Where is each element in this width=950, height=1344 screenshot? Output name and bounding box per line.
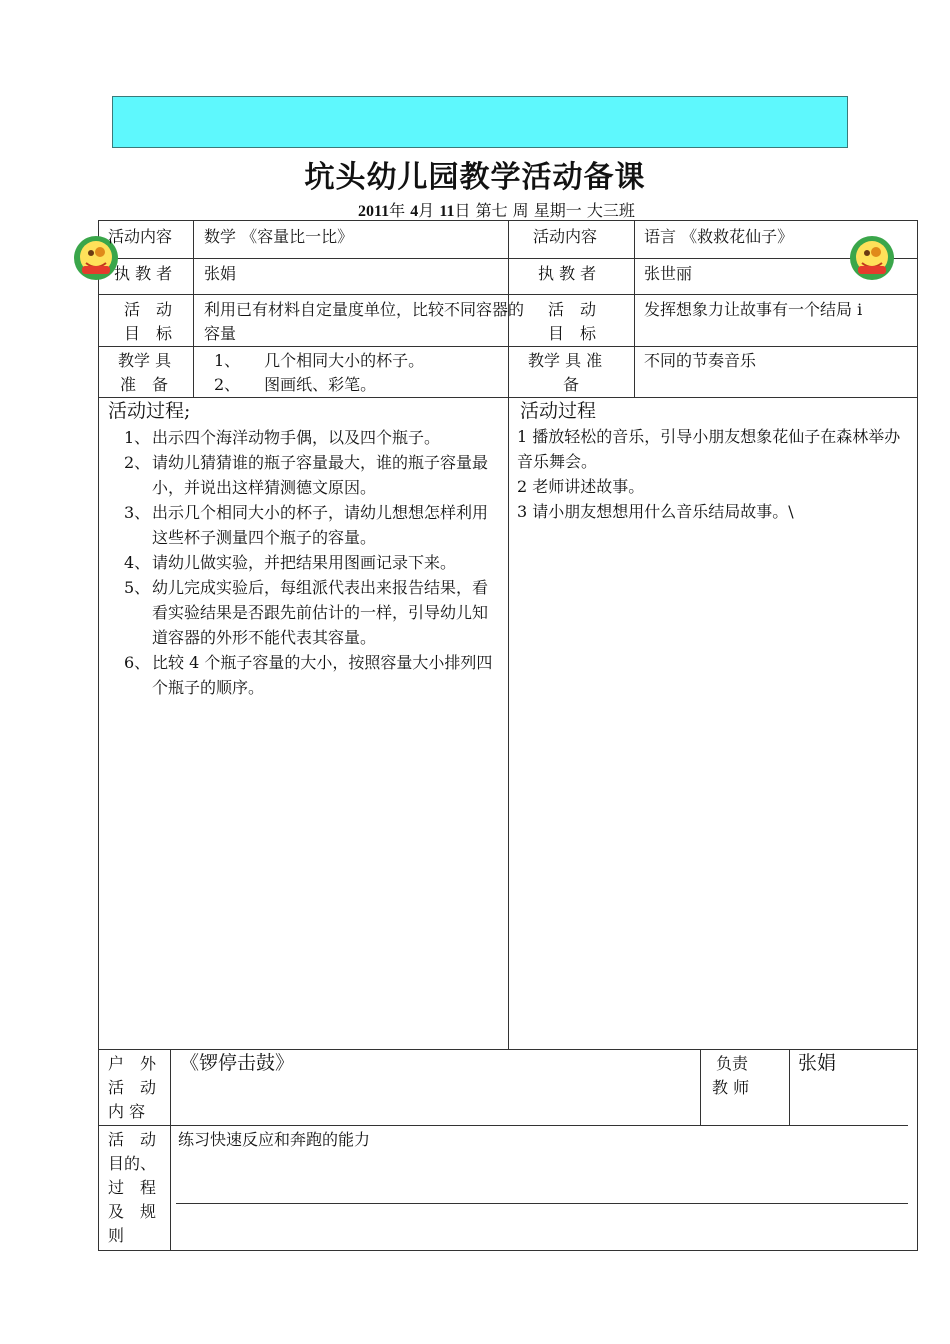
list-item: 2 老师讲述故事。 (517, 477, 645, 496)
purpose-label: 过 程 (108, 1178, 157, 1197)
date-day-label: 日 (454, 201, 471, 220)
left-prep-item: 2、 图画纸、彩笔。 (214, 375, 377, 394)
outdoor-teacher-label: 负责 (716, 1054, 749, 1073)
kindergarten-logo-icon (849, 235, 895, 281)
purpose-value: 练习快速反应和奔跑的能力 (178, 1130, 371, 1149)
list-item: 6、 比较 4 个瓶子容量的大小，按照容量大小排列四个瓶子的顺序。 (124, 653, 493, 697)
purpose-label: 及 规 (108, 1202, 157, 1221)
left-goal-label-2: 目 标 (124, 324, 173, 343)
list-item: 1 播放轻松的音乐，引导小朋友想象花仙子在森林举办音乐舞会。 (517, 427, 901, 471)
date-month: 4 (410, 203, 419, 220)
right-teacher-label: 执 教 者 (538, 264, 597, 283)
outdoor-label: 内 容 (108, 1102, 146, 1121)
outdoor-teacher-value: 张娟 (798, 1052, 837, 1074)
outdoor-label: 活 动 (108, 1078, 157, 1097)
outdoor-value: 《锣停击鼓》 (180, 1052, 295, 1074)
page-title: 坑头幼儿园教学活动备课 (304, 160, 646, 195)
right-content-label: 活动内容 (533, 227, 598, 246)
left-process-label: 活动过程; (108, 400, 191, 422)
list-item: 3 请小朋友想想用什么音乐结局故事。\ (517, 502, 794, 521)
date-year-label: 年 (389, 201, 406, 220)
right-goal-label-1: 活 动 (548, 300, 597, 319)
left-content-label: 活动内容 (108, 227, 173, 246)
list-item: 2、 请幼儿猜猜谁的瓶子容量最大，谁的瓶子容量最小，并说出这样猜测德文原因。 (124, 453, 489, 497)
right-goal-label-2: 目 标 (548, 324, 597, 343)
list-item: 3、 出示几个相同大小的杯子，请幼儿想想怎样利用这些杯子测量四个瓶子的容量。 (124, 503, 489, 547)
date-month-label: 月 (418, 201, 435, 220)
right-prep-label-1: 教学 具 准 (528, 351, 603, 370)
list-item: 4、 请幼儿做实验，并把结果用图画记录下来。 (124, 553, 457, 572)
left-prep-label-2: 准 备 (120, 375, 169, 394)
right-teacher-value: 张世丽 (644, 264, 693, 283)
purpose-label: 活 动 (108, 1130, 157, 1149)
right-content-value: 语言 《救救花仙子》 (644, 227, 794, 246)
left-teacher-label: 执 教 者 (114, 264, 173, 283)
header-banner (112, 96, 848, 148)
date-year: 2011 (358, 203, 390, 220)
purpose-label: 则 (108, 1226, 125, 1245)
right-process-list (517, 424, 913, 524)
right-goal-value: 发挥想象力让故事有一个结局 i (644, 300, 863, 319)
left-prep-item: 1、 几个相同大小的杯子。 (214, 351, 425, 370)
left-goal-label-1: 活 动 (124, 300, 173, 319)
right-prep-label-2: 备 (563, 375, 580, 394)
left-prep-label-1: 教学 具 (118, 351, 172, 370)
right-process-label: 活动过程 (520, 400, 597, 422)
date-rest: 第七 周 星期一 大三班 (475, 201, 635, 220)
left-goal-value: 利用已有材料自定量度单位，比较不同容器的容量 (204, 300, 525, 343)
left-content-value: 数学 《容量比一比》 (204, 227, 354, 246)
right-prep-value: 不同的节奏音乐 (644, 351, 757, 370)
outdoor-label: 户 外 (108, 1054, 157, 1073)
date-day: 11 (439, 203, 455, 220)
outdoor-teacher-label: 教 师 (712, 1078, 750, 1097)
purpose-label: 目的、 (108, 1154, 157, 1173)
list-item: 5、 幼儿完成实验后，每组派代表出来报告结果，看看实验结果是否跟先前估计的一样，引导幼儿知道容器的外形不能代表其容量。 (124, 578, 489, 647)
left-process-list (100, 425, 502, 700)
date-line (358, 198, 635, 221)
list-item: 1、 出示四个海洋动物手偶，以及四个瓶子。 (124, 428, 441, 447)
left-teacher-value: 张娟 (204, 264, 237, 283)
